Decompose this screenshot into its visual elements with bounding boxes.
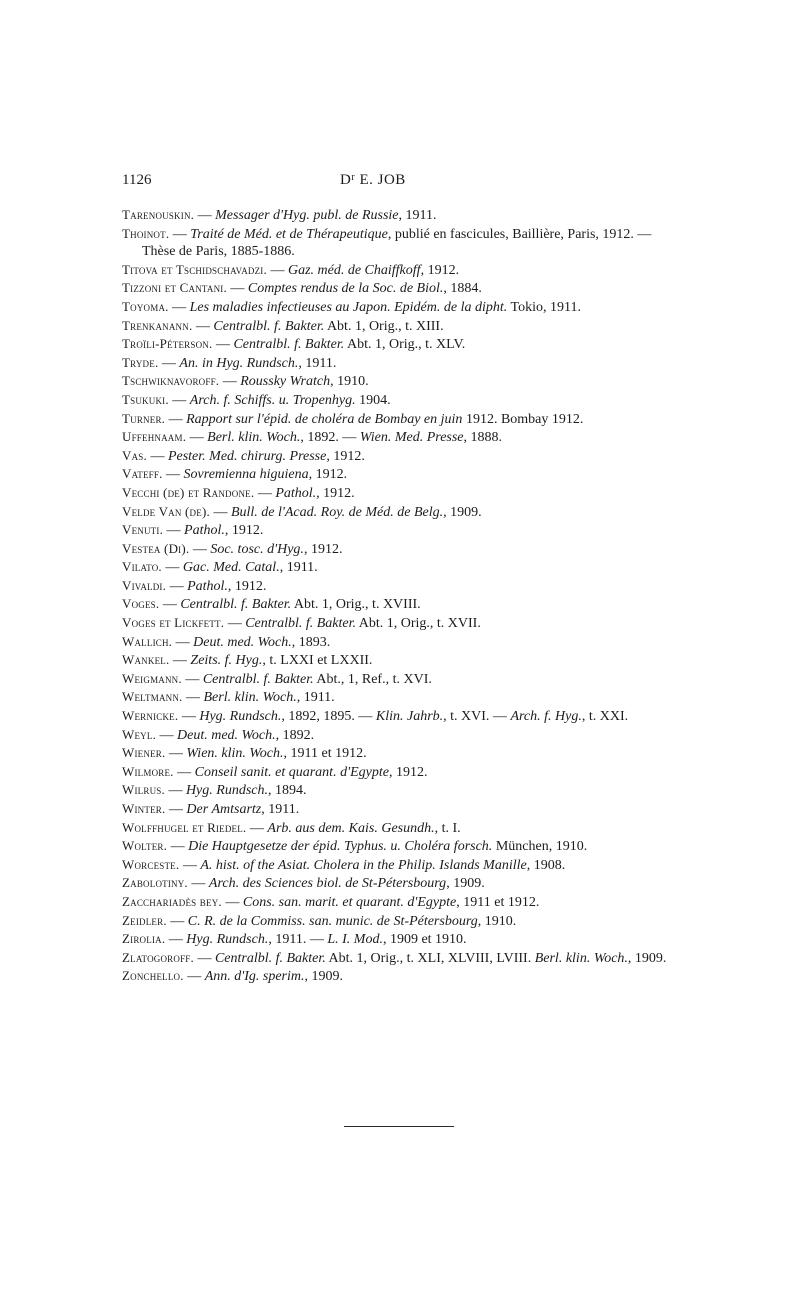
entry-author: Tryde. xyxy=(122,354,159,370)
entry-details: , 1912. xyxy=(224,523,264,539)
entry-author: Turner. xyxy=(122,410,166,426)
entry-details: , 1911. xyxy=(261,802,300,817)
entry-author: Vestea (Di). xyxy=(122,540,190,556)
entry-source: L. I. Mod. xyxy=(327,932,383,948)
bibliography-entry xyxy=(122,447,684,466)
entry-source: Deut. med. Woch. xyxy=(177,727,276,743)
entry-source: Wien. Med. Presse xyxy=(359,430,464,446)
entry-details: , 1909. xyxy=(304,969,344,985)
entry-author: Voges. xyxy=(122,596,160,612)
entry-details: , 1888. xyxy=(463,430,503,446)
entry-source: Zeits. f. Hyg. xyxy=(190,653,263,669)
bibliography-entry xyxy=(122,225,684,261)
entry-details: , 1894. xyxy=(267,783,307,799)
entry-source: Arb. aus dem. Kais. Gesundh. xyxy=(267,820,435,836)
entry-source: Rapport sur l'épid. de choléra de Bombay en juin xyxy=(186,411,463,427)
bibliography-entry xyxy=(122,930,684,949)
entry-separator: — xyxy=(192,318,214,334)
entry-details: Abt. 1, Orig., t. XLV. xyxy=(344,337,466,353)
entry-author: Vilato. xyxy=(122,559,162,575)
entry-source: Klin. Jahrb. xyxy=(375,709,444,725)
entry-source: Les maladies infectieuses au Japon. Epidém. de la dipht. xyxy=(189,299,508,315)
entry-details: , 1908. xyxy=(526,857,566,873)
entry-details: , 1884. xyxy=(443,281,482,297)
entry-author: Vas. xyxy=(122,447,147,463)
entry-source: Comptes rendus de la Soc. de Biol. xyxy=(247,281,444,297)
author-superscript: r xyxy=(351,172,356,183)
entry-source: Wien. klin. Woch. xyxy=(186,746,284,762)
entry-source: Centralbl. f. Bakter. xyxy=(202,671,314,687)
entry-separator: — xyxy=(146,448,168,464)
bibliography-entry xyxy=(122,410,684,429)
entry-details: , 1909. xyxy=(446,876,485,892)
entry-separator: — xyxy=(162,467,184,483)
entry-author: Trenkanann. xyxy=(122,317,193,333)
entry-separator: — xyxy=(193,950,215,966)
entry-details: , t. I. xyxy=(434,820,461,836)
entry-separator: — xyxy=(266,262,288,278)
entry-author: Wolter. xyxy=(122,838,168,854)
entry-details: Abt. 1, Orig., t. XIII. xyxy=(324,318,444,334)
entry-author: Zabolotiny. xyxy=(122,875,188,891)
entry-source: Arch. f. Hyg. xyxy=(510,709,582,725)
entry-author: Zonchello. xyxy=(122,968,184,984)
entry-details: , 1911 et 1912. xyxy=(456,894,540,910)
entry-author: Wiener. xyxy=(122,745,166,761)
entry-source: Arch. f. Schiffs. u. Tropenhyg. xyxy=(189,392,356,408)
entry-details: , 1912. xyxy=(303,541,343,557)
bibliography-entry xyxy=(122,298,684,317)
entry-author: Toyoma. xyxy=(122,298,169,314)
entry-details: , 1893. xyxy=(291,634,331,650)
entry-details: , 1911. xyxy=(296,690,335,706)
entry-separator: — xyxy=(209,504,231,520)
entry-separator: — xyxy=(224,616,246,632)
entry-source: Die Hauptgesetze der épid. Typhus. u. Choléra forsch. xyxy=(188,839,493,855)
entry-details: , 1910. xyxy=(477,913,517,929)
bibliography-entry xyxy=(122,614,684,633)
bibliography-entry xyxy=(122,912,684,931)
entry-details: , 1909 et 1910. xyxy=(382,932,467,948)
entry-author: Velde Van (de). xyxy=(122,503,210,519)
entry-separator: — xyxy=(169,653,191,669)
bibliography-entry xyxy=(122,540,684,559)
entry-source: Berl. klin. Woch. xyxy=(203,690,297,706)
entry-author: Zaccharıadès bey. xyxy=(122,893,222,909)
entry-source: Centralbl. f. Bakter. xyxy=(180,597,292,613)
entry-source: Pester. Med. chirurg. Presse xyxy=(167,448,327,464)
entry-separator: — xyxy=(166,913,188,929)
entry-details: Abt. 1, Orig., t. XLI, XLVIII, LVIII. xyxy=(325,950,535,966)
entry-author: Troïli-Péterson. xyxy=(122,336,213,352)
entry-source: Sovremienna higuiena xyxy=(183,467,309,483)
entry-source: Traité de Méd. et de Thérapeutique xyxy=(190,226,388,242)
entry-details: , 1911. xyxy=(298,355,337,371)
entry-author: Vivaldi. xyxy=(122,577,167,593)
running-title xyxy=(340,172,406,189)
entry-separator: — xyxy=(168,299,190,315)
entry-author: Vateff. xyxy=(122,466,163,482)
author-prefix: D xyxy=(340,172,352,188)
entry-separator: — xyxy=(173,764,195,780)
entry-separator: — xyxy=(226,281,248,297)
entry-separator: — xyxy=(246,820,268,836)
entry-source: Soc. tosc. d'Hyg. xyxy=(210,541,304,557)
bibliography-entry xyxy=(122,819,684,838)
bibliography-entry xyxy=(122,558,684,577)
entry-separator: — xyxy=(169,226,191,242)
bibliography-entry xyxy=(122,837,684,856)
author-name: E. JOB xyxy=(359,172,406,188)
entry-author: Wernicke. xyxy=(122,708,179,724)
entry-details: , 1912. xyxy=(420,262,460,278)
bibliography-entry xyxy=(122,372,684,391)
entry-author: Wankel. xyxy=(122,652,170,668)
bibliography-entry xyxy=(122,800,684,819)
entry-source: Der Amtsartz xyxy=(186,802,262,817)
entry-separator: — xyxy=(166,578,188,594)
entry-separator: — xyxy=(187,876,209,892)
entry-source: Bull. de l'Acad. Roy. de Méd. de Belg. xyxy=(230,504,444,520)
entry-details: , 1912. xyxy=(227,578,267,594)
entry-details: , t. LXXI et LXXII. xyxy=(262,653,373,669)
entry-source: Pathol. xyxy=(275,485,317,501)
entry-details: , 1912. xyxy=(388,764,428,780)
bibliography-entry xyxy=(122,893,684,912)
entry-details: 1912. Bombay 1912. xyxy=(462,411,584,427)
bibliography-entry xyxy=(122,688,684,707)
entry-separator: — xyxy=(186,430,208,446)
bibliography-entry xyxy=(122,428,684,447)
entry-source: Gaz. méd. de Chaiffkoff xyxy=(287,262,421,278)
entry-source: Pathol. xyxy=(184,523,225,539)
entry-source: Centralbl. f. Bakter. xyxy=(214,950,326,966)
entry-details: , 1912. xyxy=(316,485,355,501)
entry-separator: — xyxy=(219,374,241,390)
entry-separator: — xyxy=(183,969,205,985)
bibliography-entry xyxy=(122,317,684,336)
entry-details: Abt. 1, Orig., t. XVIII. xyxy=(291,597,421,613)
entry-author: Zeidler. xyxy=(122,912,167,928)
entry-details: , 1910. xyxy=(330,374,369,390)
bibliography-entry xyxy=(122,577,684,596)
entry-author: Vecchi (de) et Randone. xyxy=(122,484,255,500)
entry-author: Worceste. xyxy=(122,856,180,872)
entry-author: Weyl. xyxy=(122,726,157,742)
entry-author: Weigmann. xyxy=(122,670,182,686)
entry-separator: — xyxy=(189,541,211,557)
entry-details: , 1892. xyxy=(275,727,315,743)
entry-separator: — xyxy=(158,355,180,371)
entry-details: , 1909. xyxy=(627,950,667,966)
entry-author: Venuti. xyxy=(122,522,164,538)
bibliography-entry xyxy=(122,484,684,503)
bibliography-entry xyxy=(122,949,684,968)
bibliography-entry xyxy=(122,670,684,689)
entry-source: An. in Hyg. Rundsch. xyxy=(179,355,299,371)
entry-separator: — xyxy=(194,208,216,223)
bibliography-entry xyxy=(122,391,684,410)
bibliography-list xyxy=(122,206,684,986)
entry-separator: — xyxy=(181,671,203,687)
entry-details: Abt. 1, Orig., t. XVII. xyxy=(356,616,481,632)
entry-author: Weltmann. xyxy=(122,689,183,705)
bibliography-entry xyxy=(122,967,684,986)
entry-details: , 1911. xyxy=(398,208,437,223)
entry-separator: — xyxy=(172,634,194,650)
entry-author: Uffehnaam. xyxy=(122,429,187,445)
entry-details: , 1909. xyxy=(443,504,482,520)
entry-separator: — xyxy=(178,709,200,725)
bibliography-entry xyxy=(122,206,684,225)
bibliography-entry xyxy=(122,279,684,298)
entry-source: Gac. Med. Catal. xyxy=(182,560,280,576)
entry-source: Berl. klin. Woch. xyxy=(207,430,301,446)
entry-details: , 1912. xyxy=(308,467,348,483)
entry-separator: — xyxy=(165,746,187,762)
entry-details: , 1892. — xyxy=(300,430,360,446)
entry-separator: — xyxy=(167,839,189,855)
end-rule xyxy=(344,1126,454,1127)
bibliography-entry xyxy=(122,335,684,354)
bibliography-entry xyxy=(122,763,684,782)
entry-source: Cons. san. marit. et quarant. d'Egypte xyxy=(242,894,457,910)
entry-details: , t. XXI. xyxy=(581,709,629,725)
entry-details: , 1911 et 1912. xyxy=(283,746,367,762)
entry-source: Pathol. xyxy=(187,578,228,594)
entry-author: Zirolia. xyxy=(122,931,166,947)
entry-details: , publié en fascicules, Baillière, Paris, 1912. — Thèse de Paris, 1885-1886. xyxy=(142,226,652,260)
entry-separator: — xyxy=(164,783,186,799)
entry-details: Tokio, 1911. xyxy=(507,299,581,315)
bibliography-entry xyxy=(122,651,684,670)
bibliography-entry xyxy=(122,354,684,373)
entry-separator: — xyxy=(182,690,204,706)
entry-author: Tarenouskin. xyxy=(122,207,195,222)
running-header xyxy=(122,172,682,192)
entry-source: Centralbl. f. Bakter. xyxy=(245,616,357,632)
entry-source: Hyg. Rundsch. xyxy=(185,783,268,799)
entry-details: München, 1910. xyxy=(492,839,588,855)
entry-author: Tsukuki. xyxy=(122,391,169,407)
entry-separator: — xyxy=(163,523,185,539)
entry-author: Wilrus. xyxy=(122,782,165,798)
entry-separator: — xyxy=(254,485,276,501)
entry-source: Messager d'Hyg. publ. de Russie xyxy=(215,208,399,223)
entry-details: , 1911. — xyxy=(268,932,328,948)
bibliography-entry xyxy=(122,874,684,893)
entry-source: Conseil sanit. et quarant. d'Egypte xyxy=(194,764,389,780)
bibliography-entry xyxy=(122,521,684,540)
bibliography-entry xyxy=(122,856,684,875)
entry-author: Wilmore. xyxy=(122,763,174,779)
bibliography-entry xyxy=(122,633,684,652)
entry-separator: — xyxy=(179,857,201,873)
entry-details: , 1892, 1895. — xyxy=(281,709,376,725)
entry-details: , t. XVI. — xyxy=(443,709,511,725)
entry-source: Berl. klin. Woch. xyxy=(534,950,628,966)
entry-source: Deut. med. Woch. xyxy=(193,634,292,650)
entry-source: Hyg. Rundsch. xyxy=(186,932,269,948)
entry-details: 1904. xyxy=(355,392,391,408)
entry-author: Winter. xyxy=(122,801,166,816)
entry-source: Centralbl. f. Bakter. xyxy=(233,337,345,353)
page-number: 1126 xyxy=(122,172,152,188)
bibliography-entry xyxy=(122,261,684,280)
entry-author: Voges et Lickfett. xyxy=(122,615,225,631)
entry-source: C. R. de la Commiss. san. munic. de St-Pétersbourg xyxy=(187,913,478,929)
entry-separator: — xyxy=(159,597,181,613)
entry-author: Tizzoni et Cantani. xyxy=(122,280,227,296)
entry-source: Arch. des Sciences biol. de St-Pétersbourg xyxy=(208,876,447,892)
entry-author: Zlatogoroff. xyxy=(122,949,194,965)
entry-author: Wolffhugel et Riedel. xyxy=(122,819,247,835)
entry-source: Centralbl. f. Bakter. xyxy=(213,318,325,334)
bibliography-entry xyxy=(122,781,684,800)
bibliography-entry xyxy=(122,744,684,763)
entry-separator: — xyxy=(165,932,187,948)
entry-author: Tschwiknavoroff. xyxy=(122,373,220,389)
entry-separator: — xyxy=(156,727,178,743)
entry-source: Roussky Wratch xyxy=(240,374,331,390)
bibliography-entry xyxy=(122,595,684,614)
entry-details: , 1912. xyxy=(326,448,365,464)
entry-details: , 1911. xyxy=(279,560,318,576)
entry-source: Hyg. Rundsch. xyxy=(199,709,282,725)
entry-source: A. hist. of the Asiat. Cholera in the Philip. Islands Manille xyxy=(200,857,527,873)
entry-details: Abt., 1, Ref., t. XVI. xyxy=(313,671,432,687)
entry-source: Ann. d'Ig. sperim. xyxy=(204,969,305,985)
entry-author: Titova et Tschidschavadzi. xyxy=(122,261,267,277)
bibliography-entry xyxy=(122,726,684,745)
entry-author: Wallich. xyxy=(122,633,173,649)
entry-separator: — xyxy=(168,392,190,408)
entry-separator: — xyxy=(221,894,243,910)
bibliography-entry xyxy=(122,707,684,726)
entry-separator: — xyxy=(165,411,187,427)
entry-separator: — xyxy=(161,560,183,576)
entry-separator: — xyxy=(212,337,234,353)
entry-author: Thoinot. xyxy=(122,225,170,241)
entry-separator: — xyxy=(165,802,187,817)
bibliography-entry xyxy=(122,465,684,484)
bibliography-entry xyxy=(122,503,684,522)
